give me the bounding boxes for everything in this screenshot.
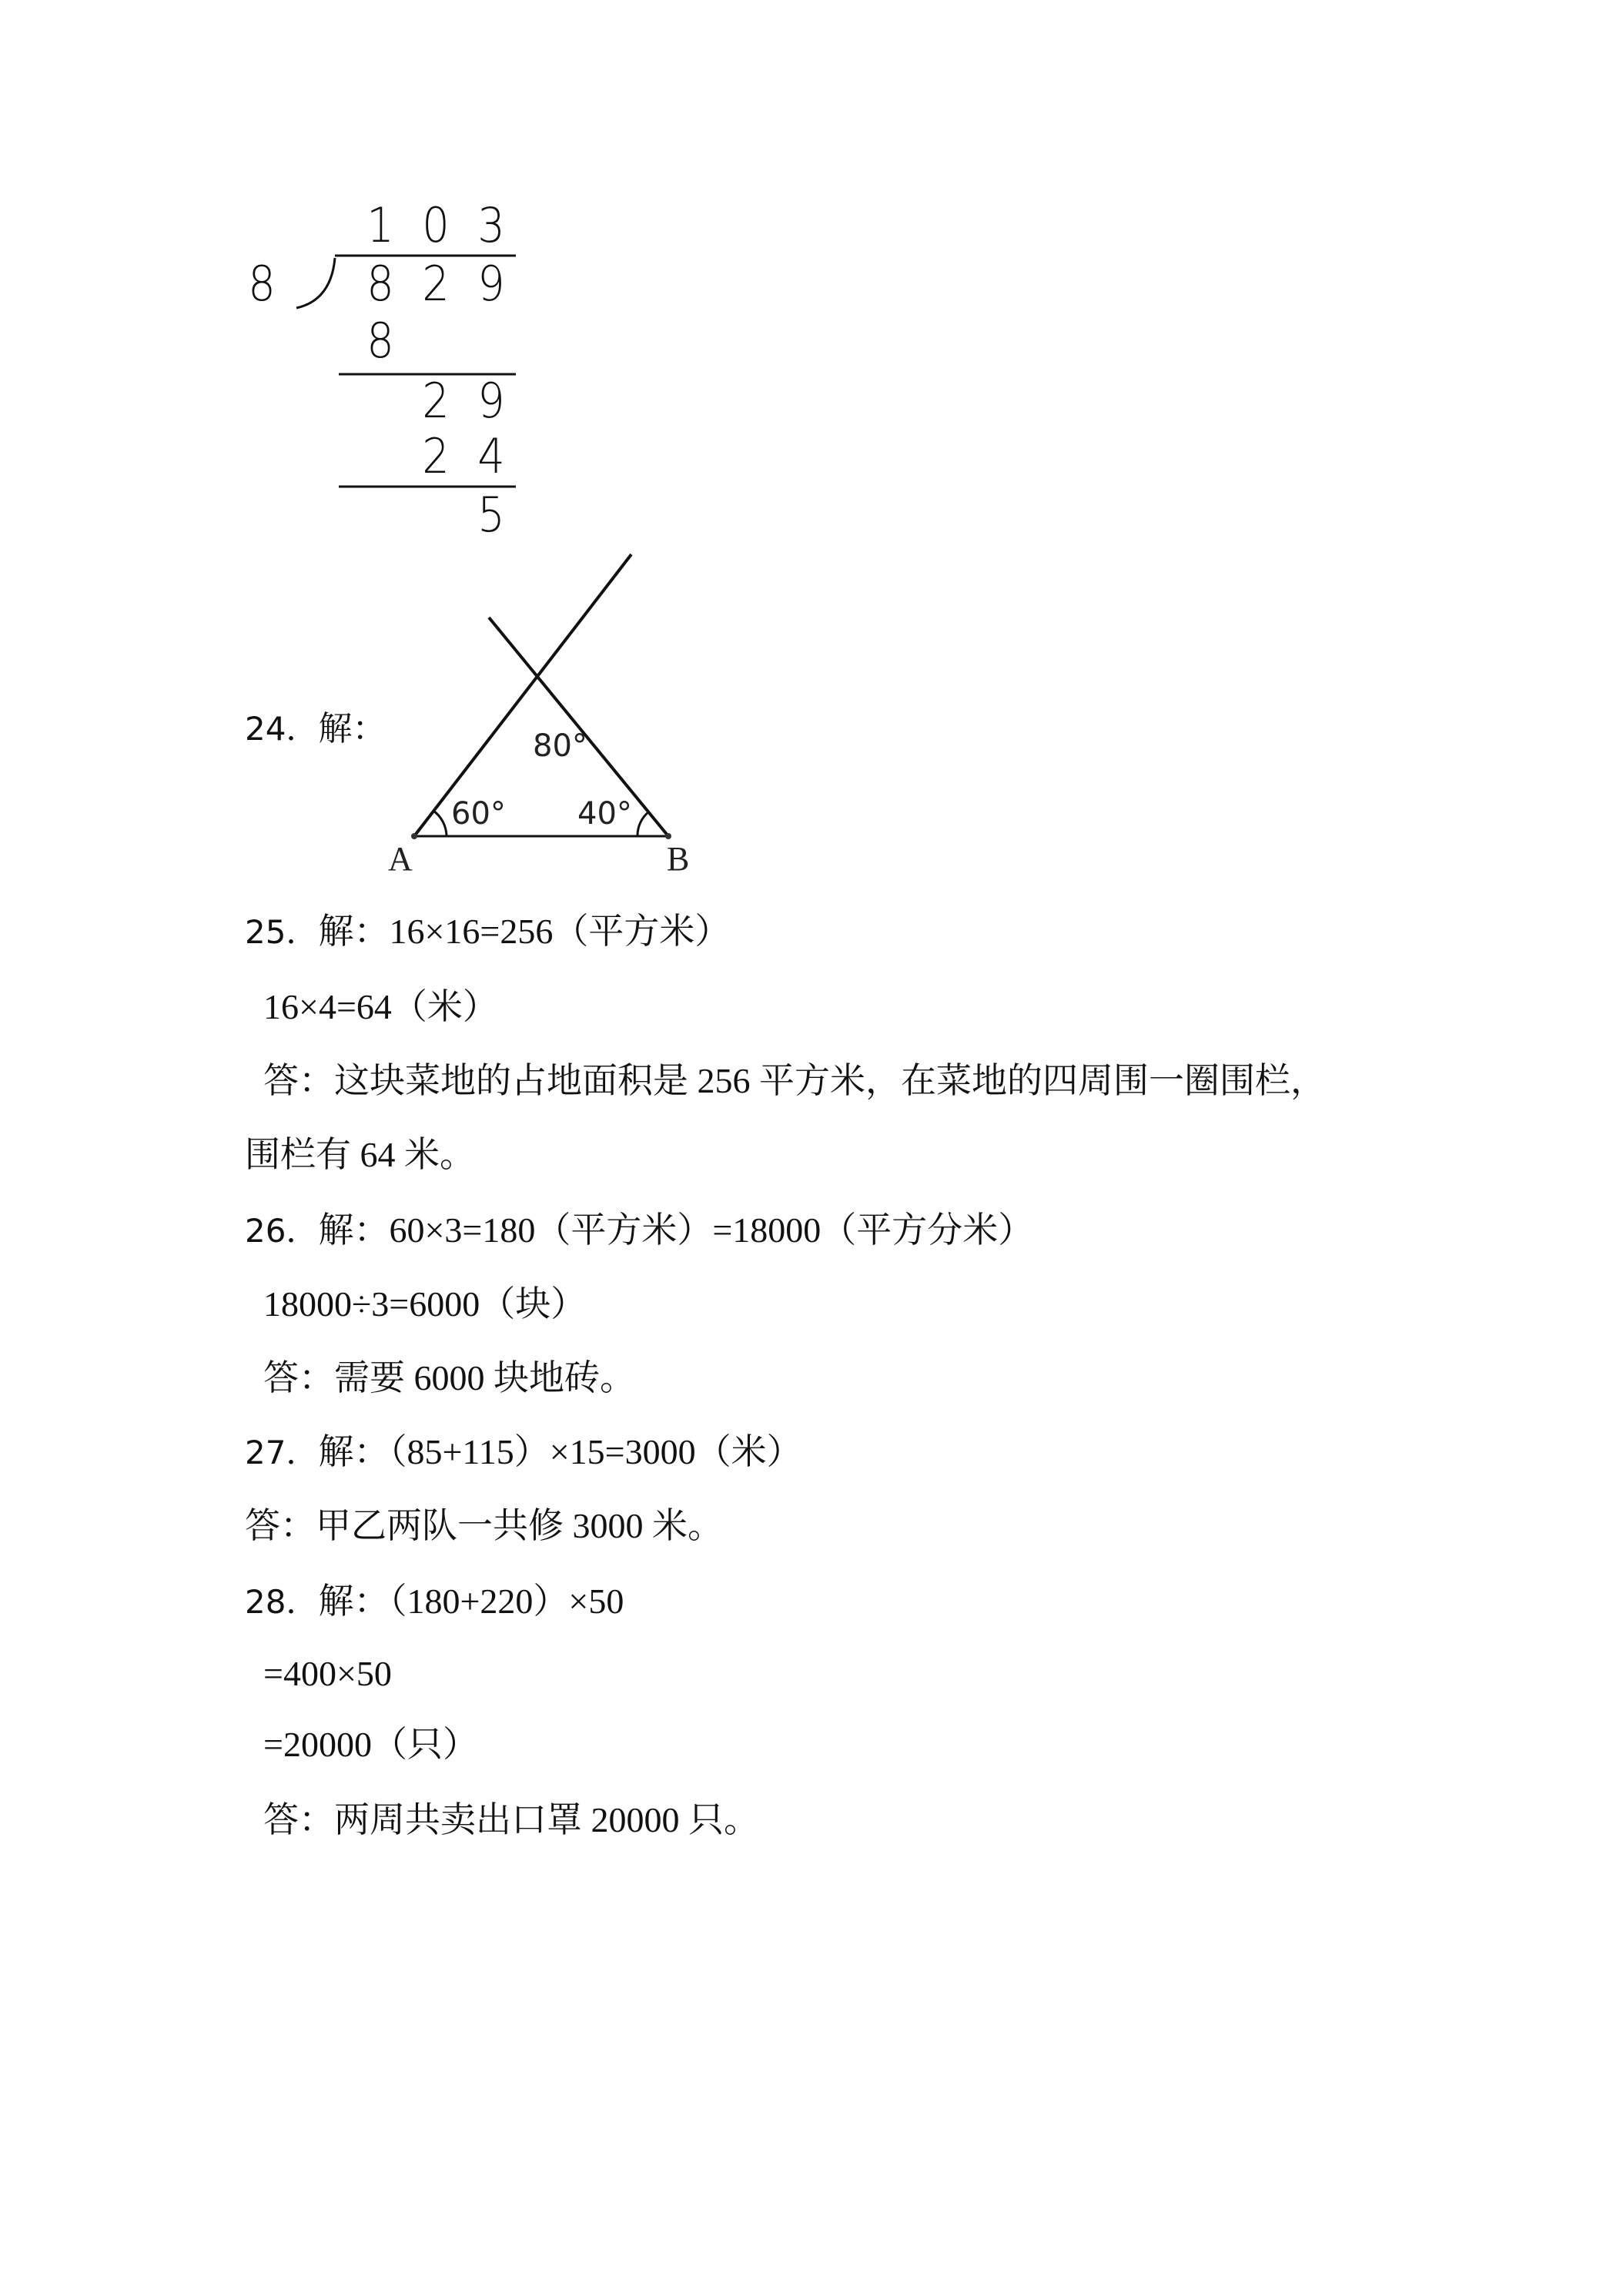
q28-line-1 [245, 1578, 624, 1625]
q26-answer: 答：需要 6000 块地砖。 [263, 1358, 635, 1397]
partial-digit: 2 [422, 373, 450, 429]
q28-solution: 解：（180+220）×50 [318, 1581, 624, 1621]
q28-line-2: =400×50 [263, 1654, 392, 1693]
divisor: 8 [248, 256, 276, 312]
solution-label: 解： [318, 710, 387, 748]
angle-label-top: 80° [533, 728, 587, 764]
q26-line-2: 18000÷3=6000（块） [263, 1284, 587, 1324]
dividend-digit: 2 [422, 256, 450, 312]
quotient-digit: 3 [477, 197, 505, 253]
subtrahend-digit: 4 [477, 428, 505, 484]
angle-label-right: 40° [577, 796, 632, 832]
angle-arc-b [637, 812, 649, 836]
point-b-dot [665, 833, 671, 839]
question-number: 25． [245, 913, 319, 951]
question-number: 27． [245, 1434, 319, 1471]
q25-answer: 答：这块菜地的占地面积是 256 平方米，在菜地的四周围一圈围栏， [263, 1061, 1326, 1100]
question-number: 28． [245, 1583, 319, 1621]
point-a-label: A [388, 840, 413, 878]
subtrahend-digit: 8 [366, 313, 394, 369]
question-24-label [245, 701, 386, 750]
triangle-figure [388, 554, 731, 878]
q25-solution: 解：16×16=256（平方米） [318, 912, 731, 951]
q26-solution: 解：60×3=180（平方米）=18000（平方分米） [318, 1210, 1034, 1250]
point-b-label: B [667, 840, 690, 878]
quotient-digit: 0 [422, 197, 450, 253]
angle-arc-a [433, 811, 447, 836]
remainder-digit: 5 [477, 487, 505, 543]
line-a [414, 554, 631, 836]
question-number: 24． [245, 710, 319, 748]
q25-line-2: 16×4=64（米） [263, 987, 498, 1026]
q28-answer: 答：两周共卖出口罩 20000 只。 [263, 1800, 759, 1839]
partial-digit: 9 [477, 373, 505, 429]
q27-line-1 [245, 1429, 802, 1476]
q26-line-1 [245, 1207, 1033, 1254]
q28-line-3: =20000（只） [263, 1725, 478, 1764]
angle-label-left: 60° [451, 796, 506, 832]
q25-answer-cont: 围栏有 64 米。 [245, 1135, 475, 1174]
point-a-dot [411, 833, 417, 839]
dividend-digit: 9 [477, 256, 505, 312]
quotient-digit: 1 [366, 197, 394, 253]
subtrahend-digit: 2 [422, 428, 450, 484]
q27-answer: 答：甲乙两队一共修 3000 米。 [245, 1506, 723, 1545]
long-division [231, 192, 539, 547]
question-number: 26． [245, 1212, 319, 1250]
q25-line-1 [245, 909, 730, 956]
q27-solution: 解：（85+115）×15=3000（米） [318, 1432, 802, 1471]
dividend-digit: 8 [366, 256, 394, 312]
